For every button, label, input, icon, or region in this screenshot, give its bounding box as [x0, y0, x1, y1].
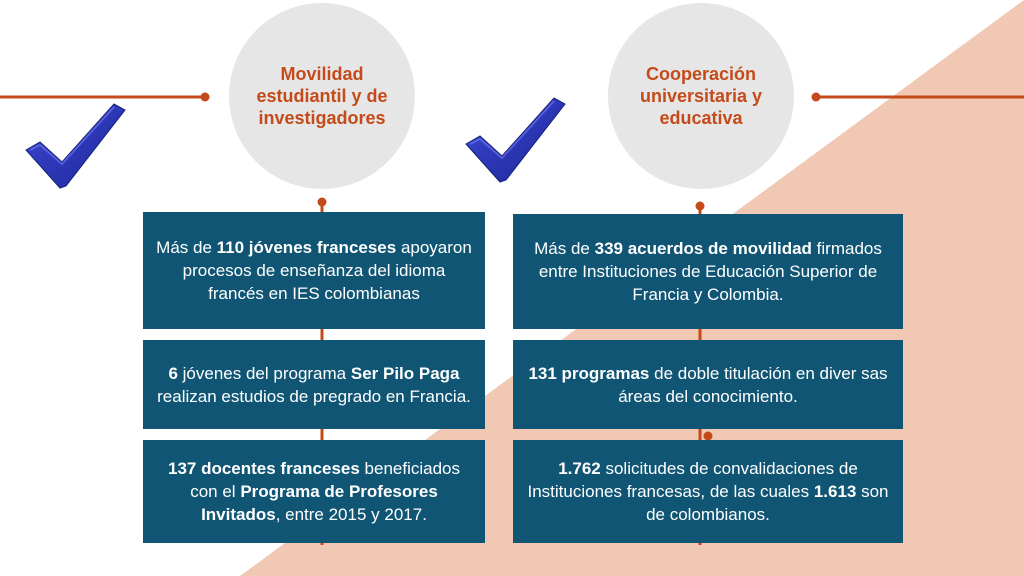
left-info-box-1: Más de 110 jóvenes franceses apoyaron procesos de enseñanza del idioma francés en IES colombianas — [143, 212, 485, 329]
right-info-box-2: 131 programas de doble titulación en diver sas áreas del conocimiento. — [513, 340, 903, 429]
check-mark-icon — [462, 92, 568, 186]
left-vertical-dot — [318, 198, 327, 207]
left-connector-dot — [201, 93, 210, 102]
right-vertical-dot — [696, 202, 705, 211]
left-info-box-2: 6 jóvenes del programa Ser Pilo Paga realizan estudios de pregrado en Francia. — [143, 340, 485, 429]
right-connector-dot — [812, 93, 821, 102]
left-info-box-3: 137 docentes franceses beneficiados con el Programa de Profesores Invitados, entre 2015 y 2017. — [143, 440, 485, 543]
right-info-box-3: 1.762 solicitudes de convalidaciones de Instituciones francesas, de las cuales 1.613 son de colombianos. — [513, 440, 903, 543]
check-mark-icon — [22, 98, 128, 192]
left-title: Movilidad estudiantil y de investigadores — [256, 64, 388, 128]
right-title: Cooperación universitaria y educativa — [639, 64, 763, 128]
right-title-circle — [608, 3, 794, 189]
left-title-circle — [229, 3, 415, 189]
right-info-box-1: Más de 339 acuerdos de movilidad firmados entre Instituciones de Educación Superior de Francia y Colombia. — [513, 214, 903, 329]
